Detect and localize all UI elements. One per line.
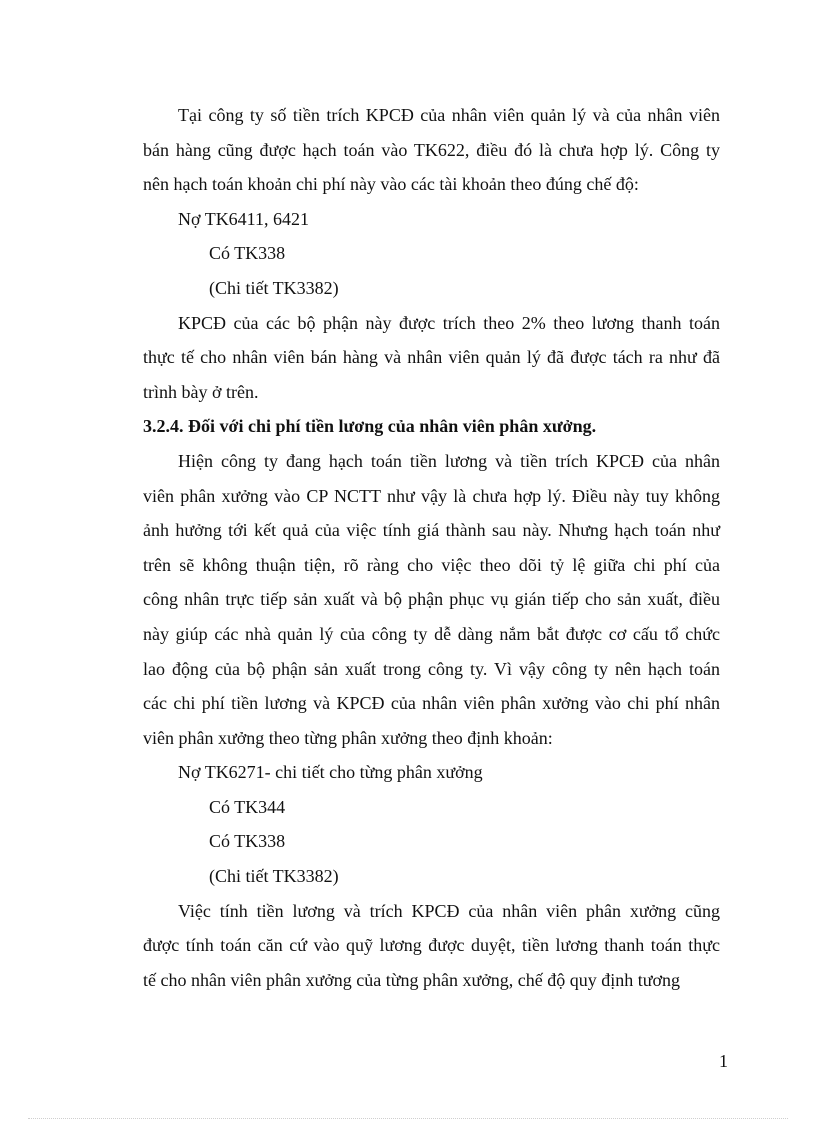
journal-entry-credit: Có TK338 — [209, 243, 286, 264]
paragraph-line: viên phân xưởng vào CP NCTT như vậy là chưa hợp lý. Điều này tuy không — [143, 485, 720, 506]
paragraph-line: trên sẽ không thuận tiện, rõ ràng cho việc theo dõi tỷ lệ giữa chi phí của — [143, 554, 720, 575]
journal-entry-credit: Có TK344 — [209, 796, 286, 817]
paragraph-line: nên hạch toán khoản chi phí này vào các tài khoản theo đúng chế độ: — [143, 174, 639, 195]
paragraph-line: Việc tính tiền lương và trích KPCĐ của nhân viên phân xưởng cũng — [178, 900, 720, 921]
journal-entry-credit: Có TK338 — [209, 831, 286, 852]
paragraph-line: thực tế cho nhân viên bán hàng và nhân viên quản lý đã được tách ra như đã — [143, 347, 720, 368]
paragraph-line: lao động của bộ phận sản xuất trong công ty. Vì vậy công ty nên hạch toán — [143, 658, 720, 679]
paragraph-line: KPCĐ của các bộ phận này được trích theo 2% theo lương thanh toán — [178, 312, 720, 333]
paragraph-line: Tại công ty số tiền trích KPCĐ của nhân viên quản lý và của nhân viên — [178, 105, 720, 125]
paragraph-line: được tính toán căn cứ vào quỹ lương được duyệt, tiền lương thanh toán thực — [143, 935, 720, 956]
paragraph-line: công nhân trực tiếp sản xuất và bộ phận phục vụ gián tiếp cho sản xuất, điều — [143, 589, 720, 610]
journal-entry-debit: Nợ TK6271- chi tiết cho từng phân xưởng — [178, 762, 483, 783]
page-bottom-divider — [28, 1118, 788, 1119]
paragraph-line: trình bày ở trên. — [143, 381, 259, 402]
paragraph-line: bán hàng cũng được hạch toán vào TK622, điều đó là chưa hợp lý. Công ty — [143, 139, 720, 160]
journal-entry-debit: Nợ TK6411, 6421 — [178, 208, 310, 229]
paragraph-line: viên phân xưởng theo từng phân xưởng theo định khoản: — [143, 727, 553, 748]
paragraph-line: các chi phí tiền lương và KPCĐ của nhân viên phân xưởng vào chi phí nhân — [143, 693, 720, 714]
journal-entry-detail: (Chi tiết TK3382) — [209, 277, 339, 298]
page-number: 1 — [719, 1051, 728, 1071]
paragraph-line: ảnh hưởng tới kết quả của việc tính giá thành sau này. Nhưng hạch toán như — [143, 520, 720, 541]
paragraph-line: Hiện công ty đang hạch toán tiền lương và tiền trích KPCĐ của nhân — [178, 450, 720, 471]
paragraph-line: này giúp các nhà quản lý của công ty dễ dàng nắm bắt được cơ cấu tổ chức — [143, 623, 720, 644]
section-heading: 3.2.4. Đối với chi phí tiền lương của nhân viên phân xưởng. — [143, 416, 597, 437]
paragraph-line: tế cho nhân viên phân xưởng của từng phân xưởng, chế độ quy định tương — [143, 969, 680, 990]
journal-entry-detail: (Chi tiết TK3382) — [209, 866, 339, 887]
body-text — [143, 98, 720, 997]
